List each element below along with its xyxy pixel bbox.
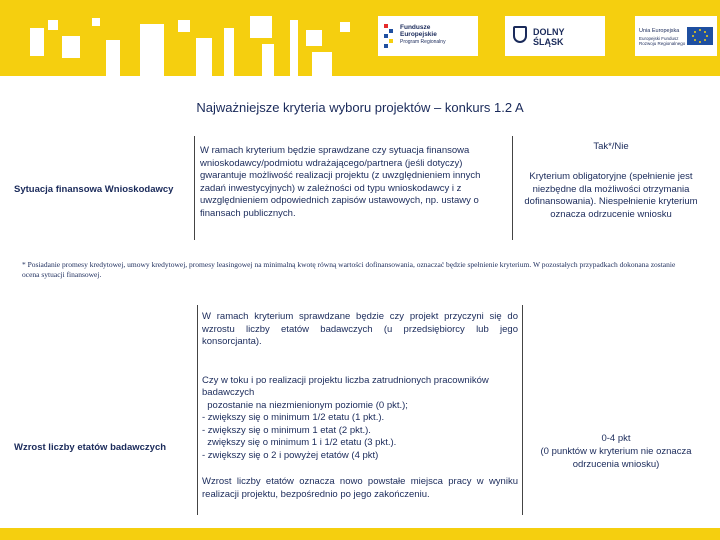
pattern-block	[62, 36, 80, 58]
criterion-2-option: pozostanie na niezmienionym poziomie (0 pkt.);	[202, 399, 408, 411]
funds-logo-line2: Europejskie	[400, 31, 437, 38]
pattern-block	[48, 20, 58, 30]
eu-logo-line2: Europejski Fundusz	[639, 36, 679, 41]
pattern-block	[196, 38, 212, 76]
criterion-2-option: - zwiększy się o 2 i powyżej etatów (4 pkt)	[202, 449, 379, 461]
criterion-2-option: zwiększy się o minimum 1 i 1/2 etatu (3 pkt.).	[202, 437, 397, 448]
funds-logo-line1: Fundusze	[400, 24, 431, 31]
pattern-block	[178, 20, 190, 32]
criterion-1-score-header: Tak*/Nie	[593, 141, 629, 152]
region-logo-line2: ŚLĄSK	[533, 37, 564, 47]
header-bar	[0, 0, 720, 76]
criterion-2-body	[202, 311, 518, 501]
divider-left-2	[197, 305, 198, 515]
pattern-block	[262, 44, 274, 76]
funds-logo-line3: Program Regionalny	[400, 39, 446, 45]
eu-logo-line3: Rozwoju Regionalnego	[639, 41, 686, 46]
funds-logo-icon	[384, 24, 394, 48]
criterion-2-closing: Wzrost liczby etatów oznacza nowo powstałe miejsca pracy w wyniku realizacji projektu, bezpośrednio po jego zakończeniu.	[202, 476, 518, 500]
eagle-crest-icon	[513, 26, 527, 43]
criterion-2-option: - zwiększy się o minimum 1/2 etatu (1 pkt.).	[202, 412, 385, 423]
pattern-block	[340, 22, 350, 32]
pattern-block	[140, 24, 164, 76]
divider-right-1	[512, 136, 513, 240]
pattern-block	[224, 28, 234, 76]
pattern-block	[312, 52, 332, 76]
pattern-block	[250, 16, 272, 38]
divider-right-2	[522, 305, 523, 515]
criterion-1-description: W ramach kryterium będzie sprawdzane czy sytuacja finansowa wnioskodawcy/podmiotu wdrażającego/partnera (jeśli dotyczy) gwarantuje możliwość realizacji projektu (z uwzględnieniem innych zadań inwestycyjnych) w zależności od typu wnioskodawcy i z uwzględnieniem odpowiednich zapisów ustawowych, np. ustawy o finansach publicznych.	[200, 145, 481, 219]
criterion-2-score-note: (0 punktów w kryterium nie oznacza odrzucenia wniosku)	[540, 446, 692, 470]
page-title: Najważniejsze kryteria wyboru projektów – konkurs 1.2 A	[196, 100, 524, 115]
eu-logo-line1: Unia Europejska	[639, 28, 680, 34]
criterion-2-question: Czy w toku i po realizacji projektu liczba zatrudnionych pracowników badawczych	[202, 374, 489, 398]
region-logo	[505, 16, 605, 56]
eu-logo	[635, 16, 717, 56]
funds-logo	[378, 16, 478, 56]
criterion-2-score-header: 0-4 pkt	[601, 433, 631, 444]
footer-bar	[0, 528, 720, 540]
divider-left-1	[194, 136, 195, 240]
eu-flag-icon	[687, 27, 713, 45]
pattern-block	[306, 30, 322, 46]
region-logo-line1: DOLNY	[533, 27, 565, 37]
criterion-2-label: Wzrost liczby etatów badawczych	[14, 442, 167, 453]
footnote: * Posiadanie promesy kredytowej, umowy kredytowej, promesy leasingowej na minimalną kwotę równą wartości dofinansowania, oznaczać będzie spełnienie kryterium. W pozostałych przypadkach dokonana zostanie ocena sytuacji finansowej.	[22, 260, 676, 279]
criterion-2-intro: W ramach kryterium sprawdzane będzie czy projekt przyczyni się do wzrostu liczby etatów badawczych (u przedsiębiorcy lub jego konsorcjanta).	[202, 311, 518, 347]
criterion-1-score-note: Kryterium obligatoryjne (spełnienie jest niezbędne dla możliwości otrzymania dofinansowania). Niespełnienie kryterium oznacza odrzucenie wniosku	[524, 171, 698, 220]
criterion-1-label: Sytuacja finansowa Wnioskodawcy	[14, 184, 174, 195]
criterion-2-option: - zwiększy się o minimum 1 etat (2 pkt.).	[202, 424, 371, 436]
pattern-block	[30, 28, 44, 56]
pattern-block	[92, 18, 100, 26]
pattern-block	[290, 20, 298, 76]
pattern-block	[106, 40, 120, 76]
